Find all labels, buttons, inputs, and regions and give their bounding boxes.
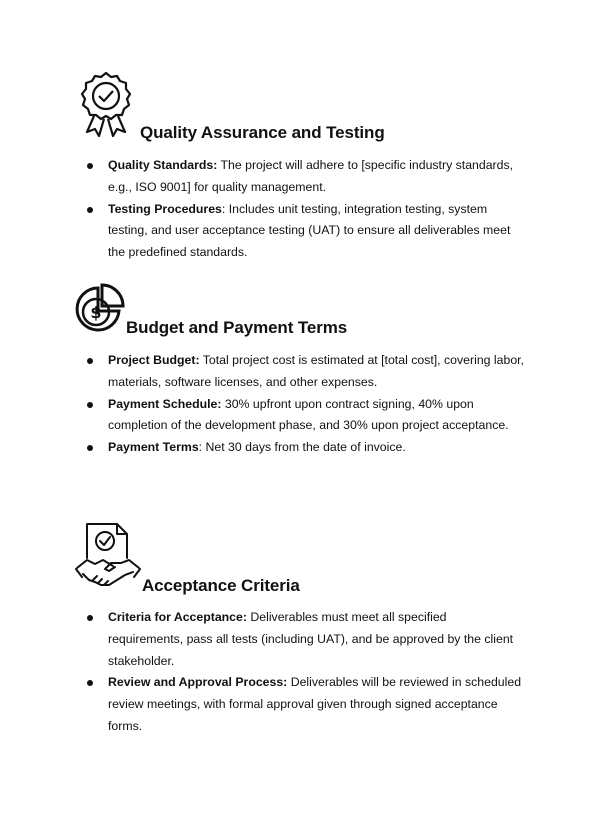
list-item bbox=[84, 394, 524, 438]
section-heading: Budget and Payment Terms bbox=[126, 318, 348, 337]
item-text: Deliverables must meet all specified requirements, pass all tests (including UAT), and be approved by the client stakeholder. bbox=[108, 610, 514, 668]
list-item bbox=[84, 437, 524, 459]
list-item bbox=[84, 607, 524, 672]
item-text: : Net 30 days from the date of invoice. bbox=[198, 440, 406, 455]
item-text: Total project cost is estimated at [total cost], covering labor, materials, software licenses, and other expenses. bbox=[108, 353, 524, 389]
handshake-document-icon bbox=[75, 522, 141, 592]
list-item bbox=[84, 350, 524, 394]
item-term: Payment Terms bbox=[108, 440, 199, 455]
item-term: Criteria for Acceptance: bbox=[108, 610, 247, 624]
bullet-list bbox=[84, 350, 524, 459]
item-text: : Includes unit testing, integration testing, system testing, and user acceptance testing (UAT) to ensure all deliverables meet the predefined standards. bbox=[108, 201, 511, 260]
item-term: Project Budget: bbox=[108, 353, 200, 367]
section-heading: Quality Assurance and Testing bbox=[140, 123, 385, 142]
bullet-list bbox=[84, 155, 524, 264]
item-term: Quality Standards: bbox=[108, 158, 218, 172]
list-item bbox=[84, 199, 524, 264]
award-badge-icon bbox=[78, 70, 134, 140]
list-item bbox=[84, 672, 524, 737]
item-term: Testing Procedures bbox=[108, 201, 222, 216]
item-text: The project will adhere to [specific industry standards, e.g., ISO 9001] for quality management. bbox=[108, 158, 514, 194]
item-term: Review and Approval Process: bbox=[108, 675, 288, 690]
bullet-list bbox=[84, 607, 524, 738]
budget-dollar-chart-icon bbox=[72, 282, 126, 336]
list-item bbox=[84, 155, 524, 199]
item-term: Payment Schedule: bbox=[108, 396, 222, 411]
svg-text:$: $ bbox=[90, 303, 102, 322]
section-heading: Acceptance Criteria bbox=[142, 576, 300, 595]
item-text: Deliverables will be reviewed in scheduled review meetings, with formal approval given through signed acceptance forms. bbox=[108, 675, 522, 733]
item-text: 30% upfront upon contract signing, 40% upon completion of the development phase, and 30% upon project acceptance. bbox=[108, 396, 509, 433]
